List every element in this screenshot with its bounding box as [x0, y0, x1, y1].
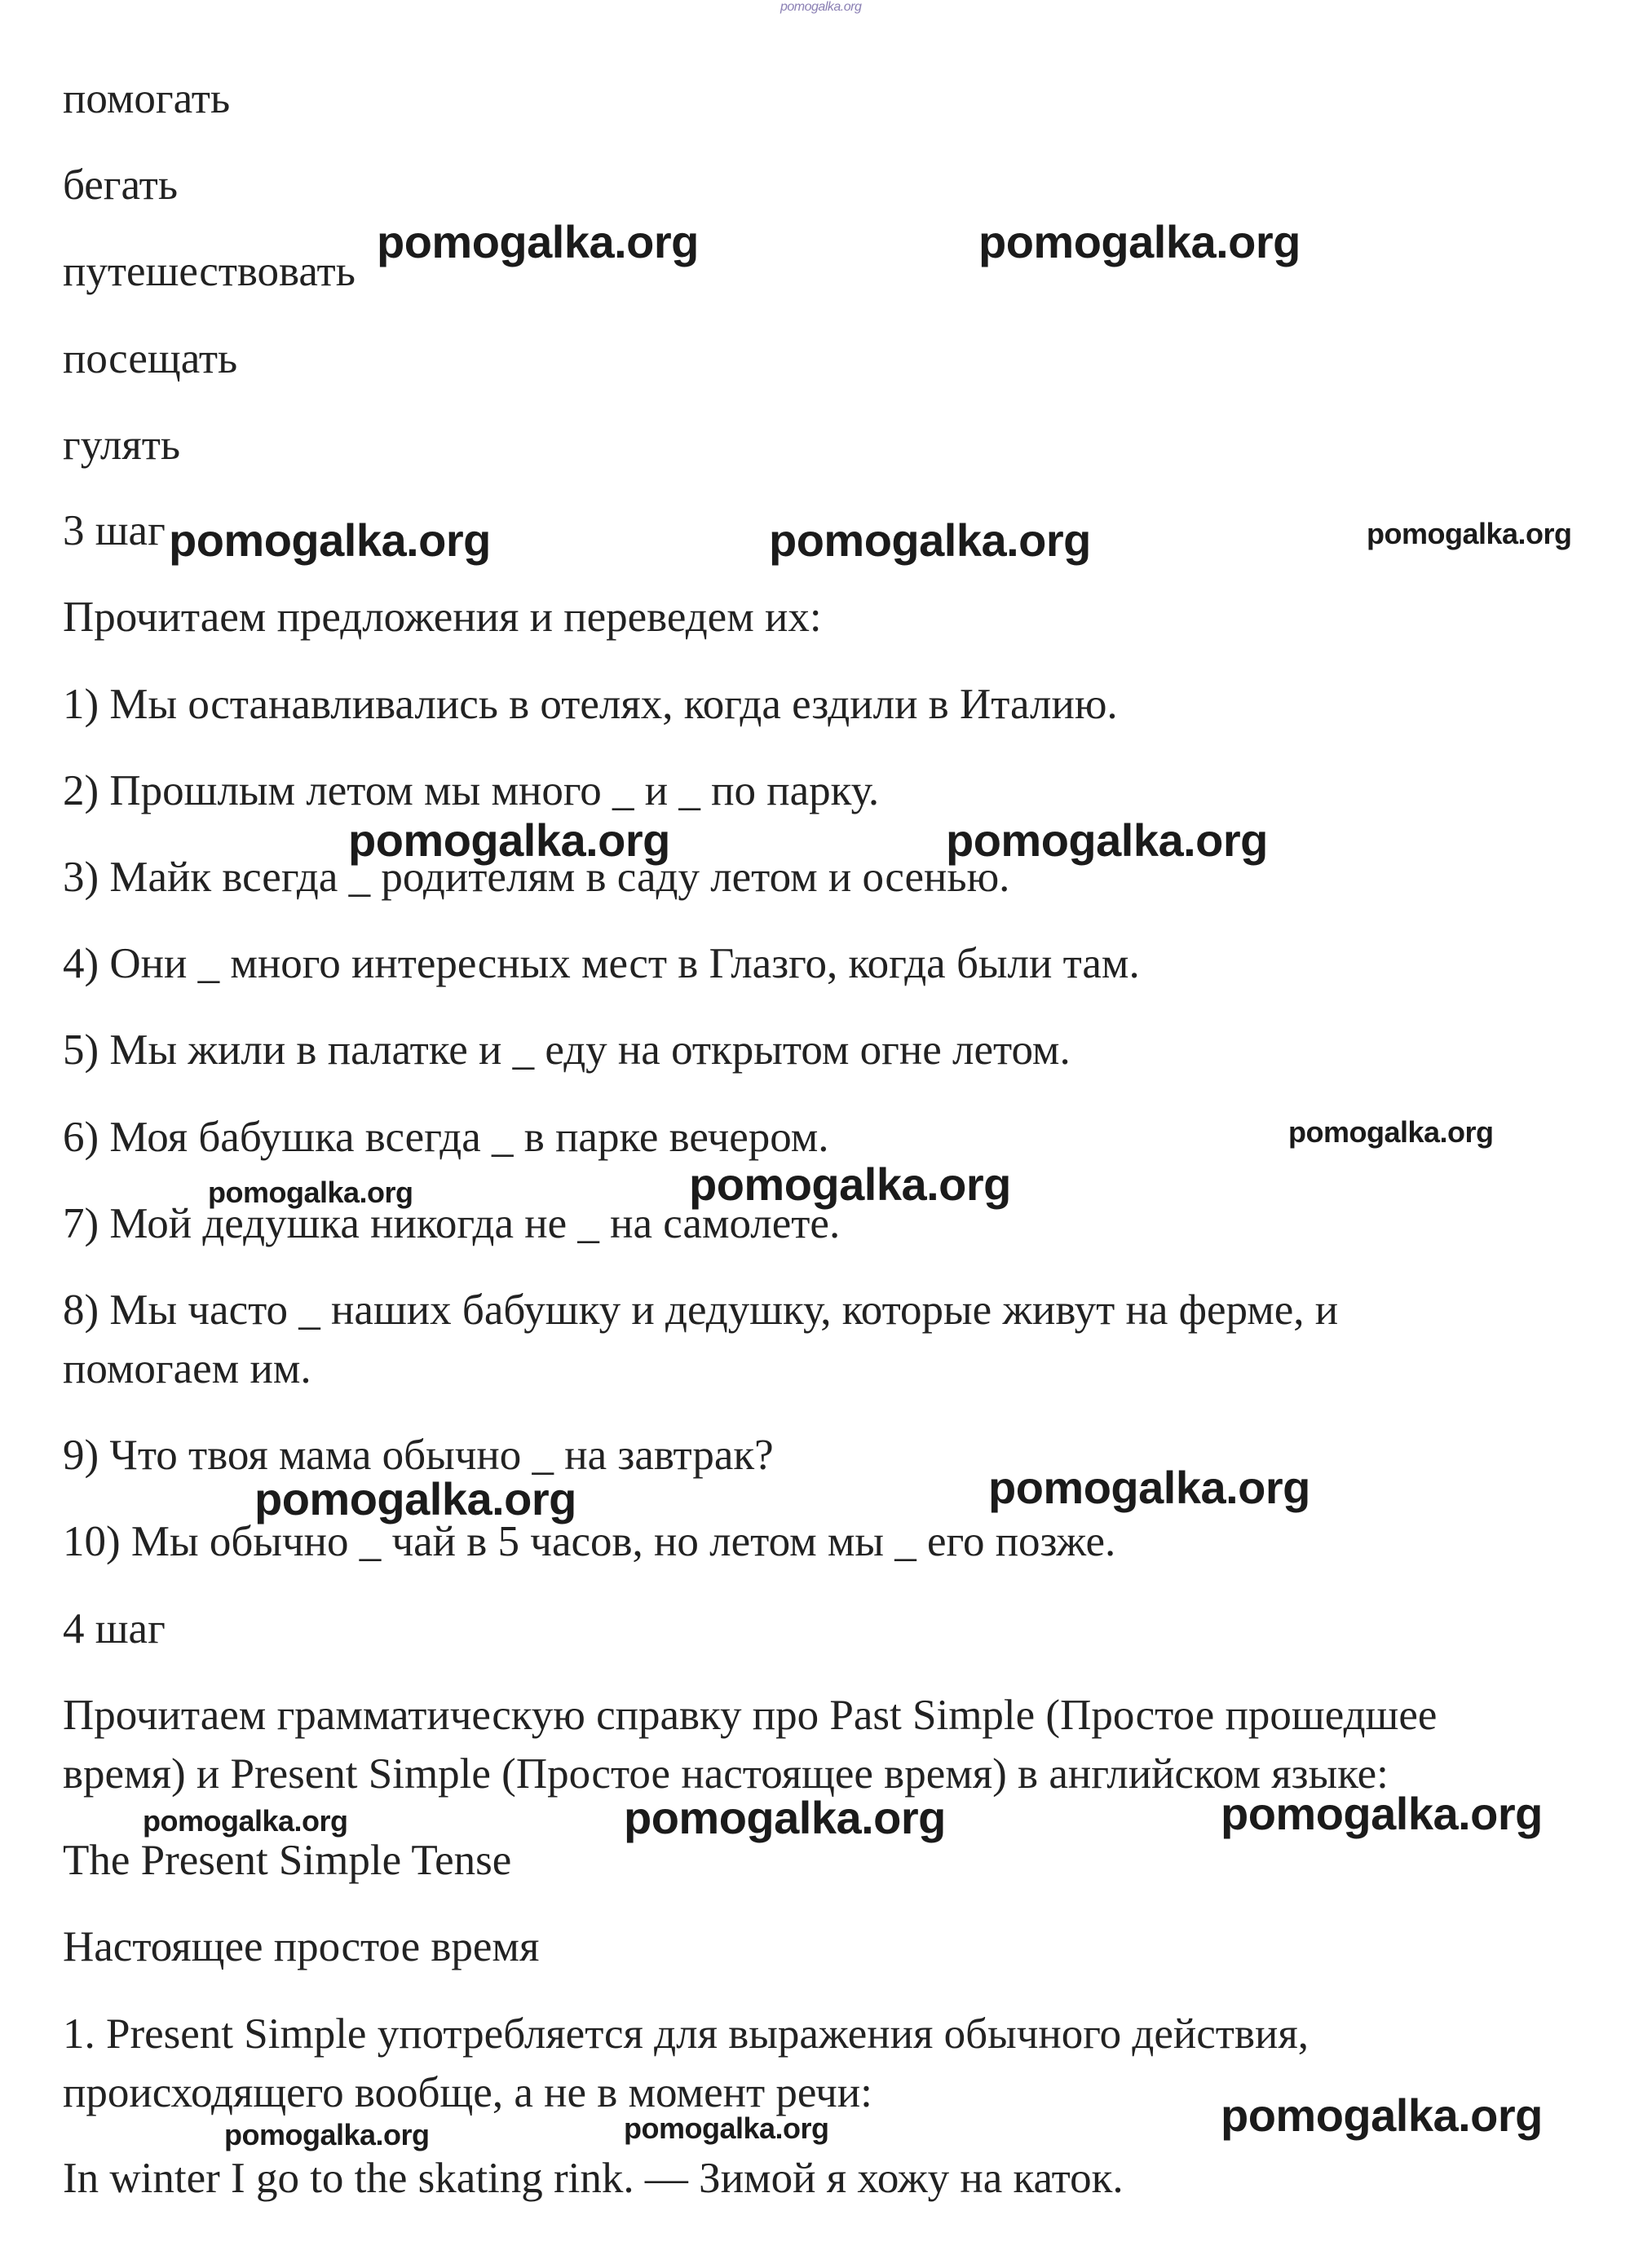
sentence-4: 4) Они _ много интересных мест в Глазго, когда были там. [63, 940, 1140, 987]
word-visiting: посещать [63, 335, 238, 382]
step-3-instruction: Прочитаем предложения и переведем их: [63, 593, 822, 641]
watermark: pomogalka.org [689, 1158, 1011, 1210]
rule-1: 1. Present Simple употребляется для выражения обычного действия, [63, 2010, 1309, 2058]
watermark: pomogalka.org [946, 814, 1268, 866]
grammar-intro: Прочитаем грамматическую справку про Past Simple (Простое прошедшее [63, 1692, 1438, 1739]
sentence-1: 1) Мы останавливались в отелях, когда ездили в Италию. [63, 681, 1118, 728]
watermark: pomogalka.org [169, 514, 491, 566]
watermark: pomogalka.org [988, 1462, 1310, 1513]
example-1: In winter I go to the skating rink. — Зимой я хожу на каток. [63, 2155, 1124, 2202]
word-travelling: путешествовать [63, 248, 356, 295]
sentence-8: 8) Мы часто _ наших бабушку и дедушку, которые живут на ферме, и [63, 1286, 1339, 1334]
watermark: pomogalka.org [143, 1804, 348, 1838]
word-helping: помогать [63, 75, 231, 122]
watermark: pomogalka.org [769, 514, 1091, 566]
tense-title-en: The Present Simple Tense [63, 1837, 512, 1884]
watermark: pomogalka.org [1221, 2089, 1543, 2141]
grammar-intro-cont: время) и Present Simple (Простое настоящее время) в английском языке: [63, 1750, 1389, 1798]
watermark: pomogalka.org [1367, 517, 1572, 550]
watermark: pomogalka.org [348, 814, 670, 866]
step-4-heading: 4 шаг [63, 1605, 166, 1652]
sentence-7: 7) Мой дедушка никогда не _ на самолете. [63, 1200, 841, 1247]
word-walking: гулять [63, 421, 181, 469]
watermark: pomogalka.org [208, 1176, 413, 1209]
sentence-2: 2) Прошлым летом мы много _ и _ по парку. [63, 767, 880, 814]
sentence-6: 6) Моя бабушка всегда _ в парке вечером. [63, 1114, 829, 1161]
watermark: pomogalka.org [978, 216, 1301, 267]
tense-title-ru: Настоящее простое время [63, 1923, 540, 1970]
watermark: pomogalka.org [254, 1473, 576, 1525]
rule-1-cont: происходящего вообще, а не в момент речи: [63, 2069, 872, 2116]
watermark: pomogalka.org [1288, 1115, 1494, 1149]
step-3-heading: 3 шаг [63, 507, 166, 554]
sentence-5: 5) Мы жили в палатке и _ еду на открытом огне летом. [63, 1026, 1071, 1074]
watermark: pomogalka.org [1221, 1788, 1543, 1839]
sentence-3: 3) Майк всегда _ родителям в саду летом и осенью. [63, 854, 1010, 901]
sentence-8-cont: помогаем им. [63, 1345, 311, 1392]
watermark: pomogalka.org [224, 2118, 430, 2151]
word-running: бегать [63, 161, 179, 209]
watermark: pomogalka.org [624, 2111, 829, 2145]
sentence-10: 10) Мы обычно _ чай в 5 часов, но летом мы _ его позже. [63, 1518, 1116, 1565]
watermark: pomogalka.org [377, 216, 699, 267]
header-watermark: pomogalka.org [780, 0, 862, 14]
watermark: pomogalka.org [624, 1792, 946, 1843]
sentence-9: 9) Что твоя мама обычно _ на завтрак? [63, 1432, 774, 1479]
